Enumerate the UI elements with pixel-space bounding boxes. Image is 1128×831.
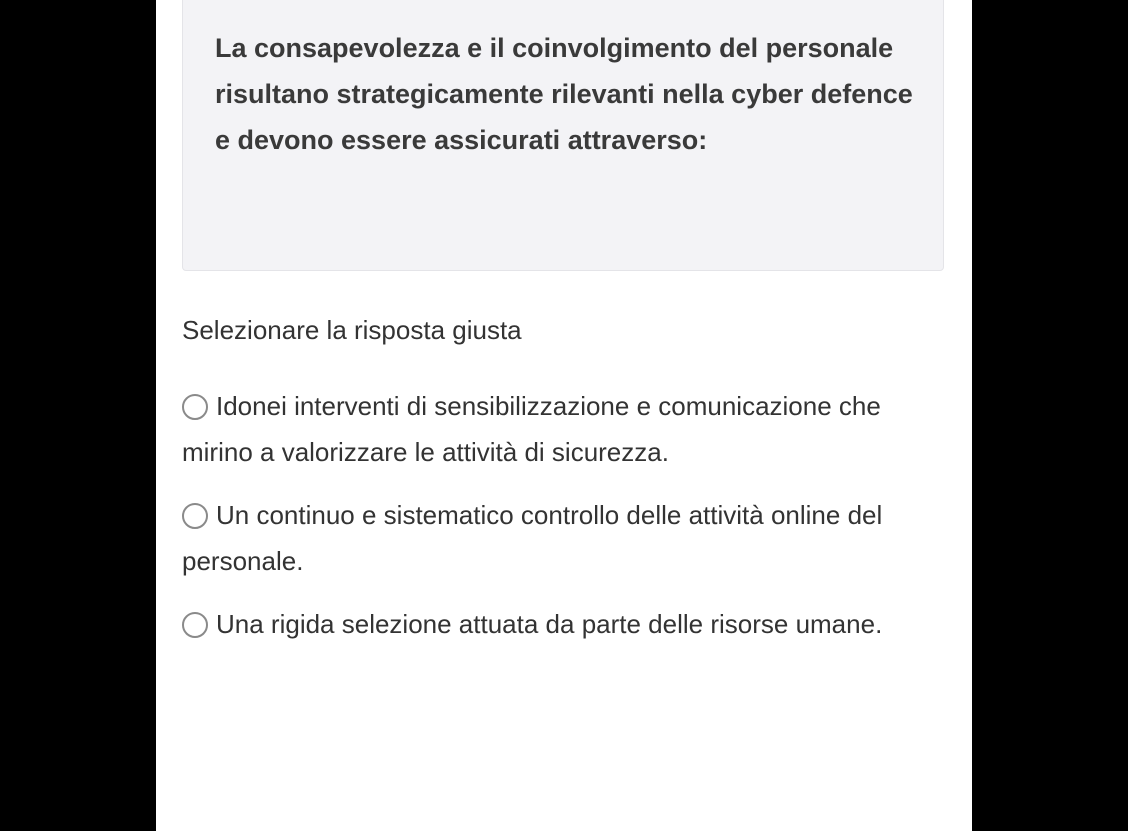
radio-button-icon[interactable] [182, 503, 208, 529]
answer-prompt: Selezionare la risposta giusta [182, 315, 522, 345]
answer-options [182, 383, 922, 664]
question-text: La consapevolezza e il coinvolgimento del personale risultano strategicamente rilevanti nella cyber defence e devono essere assicurati attraverso: [215, 33, 913, 155]
answer-option-2[interactable] [182, 492, 922, 584]
quiz-page [156, 0, 972, 831]
radio-button-icon[interactable] [182, 394, 208, 420]
answer-option-3[interactable] [182, 601, 922, 647]
radio-button-icon[interactable] [182, 612, 208, 638]
answer-option-1[interactable] [182, 383, 922, 475]
answer-option-label: Idonei interventi di sensibilizzazione e comunicazione che mirino a valorizzare le attività di sicurezza. [182, 391, 881, 467]
answer-option-label: Un continuo e sistematico controllo delle attività online del personale. [182, 500, 883, 576]
question-box [182, 0, 944, 271]
answer-option-label: Una rigida selezione attuata da parte delle risorse umane. [216, 609, 883, 639]
